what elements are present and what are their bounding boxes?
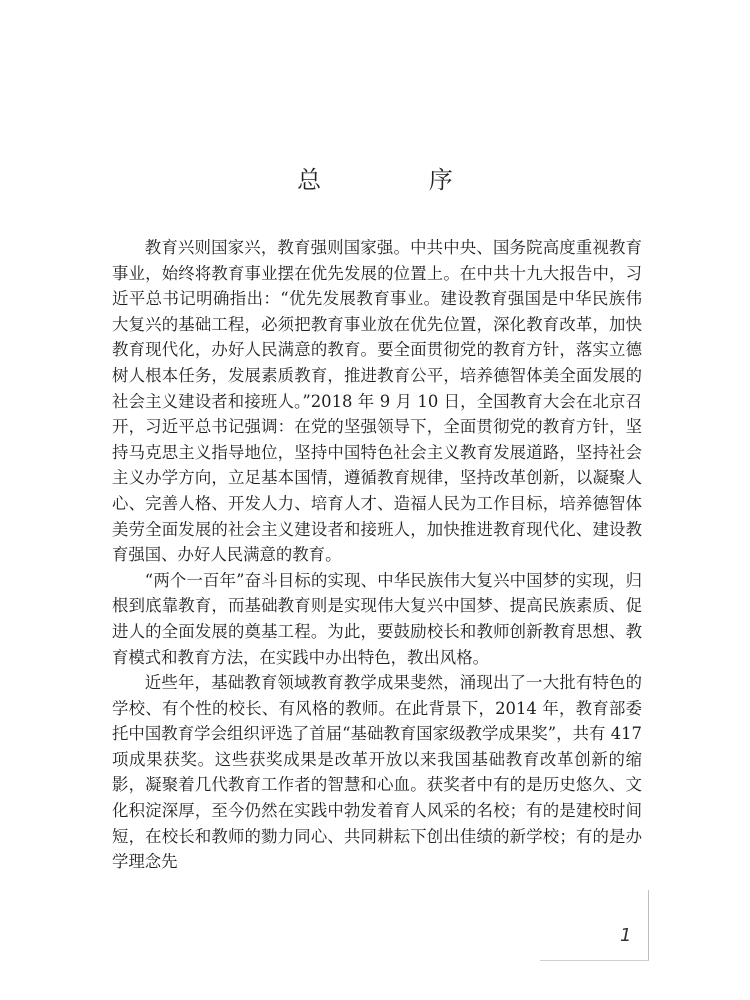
page-title: 总 序 — [297, 166, 503, 194]
page-number: 1 — [620, 925, 632, 946]
body-text — [112, 235, 642, 875]
paragraph-1: 教育兴则国家兴，教育强则国家强。中共中央、国务院高度重视教育事业，始终将教育事业摆在优先发展的位置上。在中共十九大报告中，习近平总书记明确指出：“优先发展教育事业。建设教育强国是中华民族伟大复兴的基础工程，必须把教育事业放在优先位置，深化教育改革，加快教育现代化，办好人民满意的教育。要全面贯彻党的教育方针，落实立德树人根本任务，发展素质教育，推进教育公平，培养德智体美全面发展的社会主义建设者和接班人。”2018 年 9 月 10 日，全国教育大会在北京召开，习近平总书记强调：在党的坚强领导下，全面贯彻党的教育方针，坚持马克思主义指导地位，坚持中国特色社会主义教育发展道路，坚持社会主义办学方向，立足基本国情，遵循教育规律，坚持改革创新，以凝聚人心、完善人格、开发人力、培育人才、造福人民为工作目标，培养德智体美劳全面发展的社会主义建设者和接班人，加快推进教育现代化、建设教育强国、办好人民满意的教育。 — [112, 238, 642, 565]
page-corner-rule — [648, 890, 649, 960]
paragraph-2: “两个一百年”奋斗目标的实现、中华民族伟大复兴中国梦的实现，归根到底靠教育，而基础教育则是实现伟大复兴中国梦、提高民族素质、促进人的全面发展的奠基工程。为此，要鼓励校长和教师创新教育思想、教育模式和教育方法，在实践中办出特色，教出风格。 — [112, 570, 642, 667]
page-bottom-rule — [540, 960, 649, 961]
paragraph-3: 近些年，基础教育领域教育教学成果斐然，涌现出了一大批有特色的学校、有个性的校长、有风格的教师。在此背景下，2014 年，教育部委托中国教育学会组织评选了首届“基础教育国家级教学成果奖”，共有 417 项成果获奖。这些获奖成果是改革开放以来我国基础教育改革创新的缩影，凝聚着几代教育工作者的智慧和心血。获奖者中有的是历史悠久、文化积淀深厚，至今仍然在实践中勃发着育人风采的名校；有的是建校时间短，在校长和教师的勠力同心、共同耕耘下创出佳绩的新学校；有的是办学理念先 — [112, 673, 642, 872]
